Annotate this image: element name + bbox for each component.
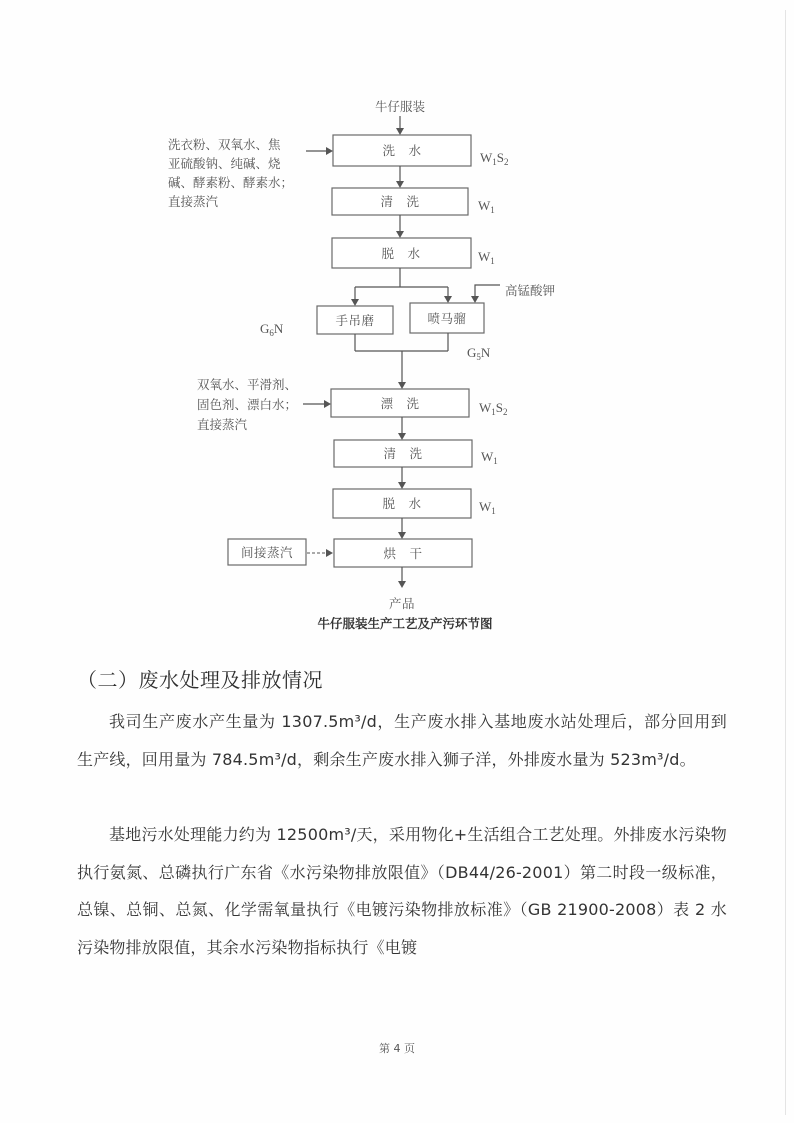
step-label-hand-grind: 手吊磨 [335,313,375,328]
step-label-dry: 烘 干 [383,546,423,561]
output-product: 产品 [388,596,416,611]
wash-chemical-inputs [168,137,293,209]
pollutant-label-bleach-wash: $W_1S_2$ [479,400,508,417]
input-denim-garments: 牛仔服装 [374,99,426,114]
input-label-indirect-steam: 间接蒸汽 [240,545,294,560]
input-arrow [475,285,500,297]
page-number: 第 4 页 [379,1042,415,1055]
arrowhead [398,581,406,588]
step-label-rinse: 清 洗 [380,194,420,209]
arrowhead [351,299,359,306]
paragraph-wastewater-volume: 我司生产废水产生量为 1307.5m³/d，生产废水排入基地废水站处理后，部分回用到生产线，回用量为 784.5m³/d，剩余生产废水排入狮子洋，外排废水量为 523m³/d。 [77,712,727,769]
pollutant-label-rinse-2: $W_1$ [481,449,498,466]
pollutant-label-wash: $W_1S_2$ [480,150,509,167]
arrowhead [398,482,406,489]
arrowhead [396,231,404,238]
svg-text:洗衣粉、双氧水、焦: 洗衣粉、双氧水、焦 [168,137,281,152]
emission-label-spray: $G_5N$ [467,345,491,362]
pollutant-label-dewater: $W_1$ [478,249,495,266]
step-label-dewater-2: 脱 水 [382,496,422,511]
step-label-spray: 喷马骝 [427,311,467,326]
step-label-rinse-2: 清 洗 [383,446,423,461]
arrowhead [398,532,406,539]
arrowhead [326,147,333,155]
step-label-bleach-wash: 漂 洗 [380,396,420,411]
pollutant-label-dewater-2: $W_1$ [479,499,496,516]
svg-text:固色剂、漂白水；: 固色剂、漂白水； [197,397,298,412]
pollutant-label-rinse: $W_1$ [478,198,495,215]
svg-text:亚硫酸钠、纯碱、烧: 亚硫酸钠、纯碱、烧 [168,156,281,171]
section-heading: （二）废水处理及排放情况 [77,668,323,692]
step-label-dewater: 脱 水 [381,246,421,261]
svg-text:直接蒸汽: 直接蒸汽 [168,194,219,209]
arrowhead [398,382,406,389]
arrowhead [444,296,452,303]
arrowhead [396,181,404,188]
svg-text:碱、酵素粉、酵素水；: 碱、酵素粉、酵素水； [168,175,294,190]
arrowhead [324,400,331,408]
svg-text:直接蒸汽: 直接蒸汽 [197,417,248,432]
input-potassium-permanganate: 高锰酸钾 [505,283,556,298]
svg-text:双氧水、平滑剂、: 双氧水、平滑剂、 [197,377,298,392]
arrowhead [396,128,404,135]
arrowhead [398,433,406,440]
paragraph-treatment-standards: 基地污水处理能力约为 12500m³/天，采用物化+生活组合工艺处理。外排废水污染物执行氨氮、总磷执行广东省《水污染物排放限值》（DB44/26-2001）第二时段一级标准，总镍、总铜、总氮、化学需氧量执行《电镀污染物排放标准》（GB 21900-2008）表 2 水污染物排放限值，其余水污染物指标执行《电镀 [77,825,727,957]
bleach-chemical-inputs [197,377,297,432]
emission-label-hand-grind: $G_6N$ [260,321,284,338]
arrowhead [471,296,479,303]
step-label-wash: 洗 水 [382,143,422,158]
arrowhead [326,549,333,557]
figure-caption: 牛仔服装生产工艺及产污环节图 [317,616,493,631]
